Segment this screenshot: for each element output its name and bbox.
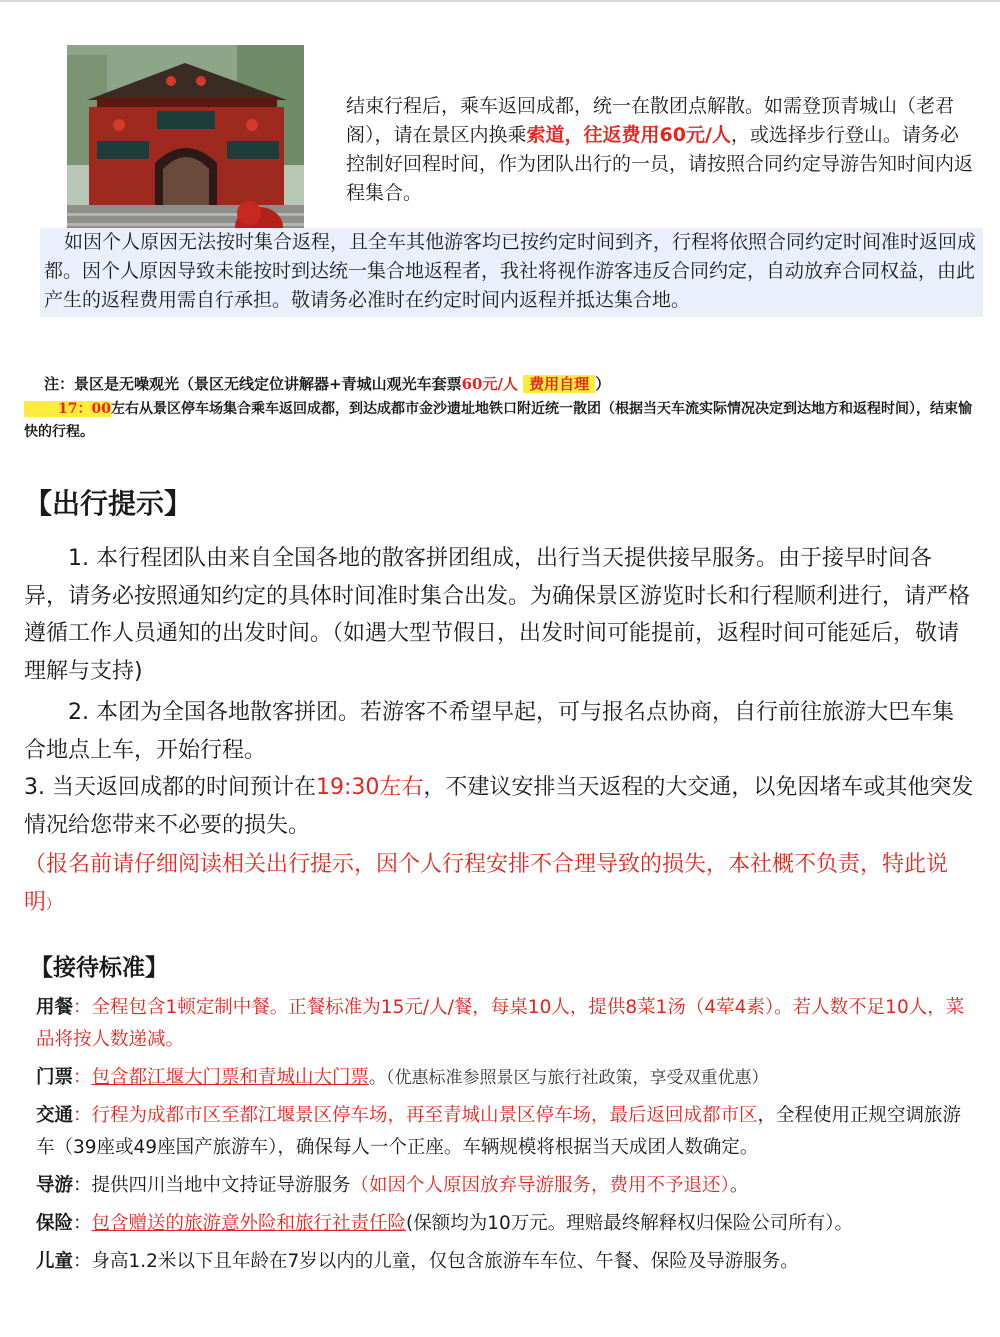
return-note-paragraph (346, 92, 976, 208)
schedule-line (24, 398, 979, 444)
return-time: 19:30左右 (315, 775, 424, 800)
standard-children (36, 1246, 976, 1278)
guide-refund-note: （如因个人原因放弃导游服务，费用不予退还） (350, 1175, 730, 1196)
temple-photo-illustration (67, 45, 304, 253)
colon: ： (73, 997, 92, 1018)
ticket-note: 。（优惠标准参照景区与旅行社政策，享受双重优惠） (369, 1068, 769, 1088)
colon: ： (73, 1251, 92, 1272)
note-price: 60元/人 (461, 375, 518, 393)
cableway-fee: 索道，往返费用60元/人 (526, 124, 731, 146)
standard-insurance (36, 1208, 976, 1240)
tip-item-1: 1. 本行程团队由来自全国各地的散客拼团组成，出行当天提供接早服务。由于接早时间各异，请务必按照通知约定的具体时间准时集合出发。为确保景区游览时长和行程顺利进行，请严格遵循工作人员通知的出发时间。（如遇大型节假日，出发时间可能提前，返程时间可能延后，敬请理解与支持) (24, 546, 971, 684)
reception-standards-list (36, 992, 976, 1284)
disclaimer-end: ） (46, 896, 61, 913)
colon: ： (73, 1175, 92, 1196)
self-pay-badge: 费用自理 (523, 375, 595, 393)
travel-tips-list (24, 540, 974, 924)
traffic-note: ，全程使用正规空调旅游车（39座或49座国产旅游车），确保每人一个正座。车辆规模将根据当天成团人数确定。 (36, 1105, 962, 1158)
temple-photo (67, 45, 304, 253)
standard-ticket (36, 1062, 976, 1094)
tip-item-3-text-2: ，不建议安排当天返程的大交通，以免因堵车或其他突发情况给您带来不必要的损失。 (24, 775, 974, 838)
children-value: 身高1.2米以下且年龄在7岁以内的儿童，仅包含旅游车车位、午餐、保险及导游服务。 (91, 1251, 799, 1272)
return-note-text: 结束行程后，乘车返回成都，统一在散团点解散。如需登顶青城山（老君阁），请在景区内换乘 (346, 95, 955, 146)
disclaimer-text: （报名前请仔细阅读相关出行提示，因个人行程安排不合理导致的损失，本社概不负责，特此说明 (24, 852, 949, 915)
insurance-note: (保额均为10万元。理赔最终解释权归保险公司所有）。 (406, 1213, 854, 1234)
audio-guide-note (44, 373, 974, 395)
tip-item-3 (24, 769, 974, 844)
colon: ： (73, 1067, 92, 1088)
reception-standards-heading: 【接待标准】 (30, 955, 168, 981)
note-close: ） (595, 375, 611, 393)
traffic-key: 交通 (36, 1105, 74, 1126)
meal-key: 用餐 (36, 997, 74, 1018)
guide-key: 导游 (36, 1175, 74, 1196)
disclaimer (24, 846, 974, 924)
guide-value: 提供四川当地中文持证导游服务 (91, 1175, 351, 1196)
meal-value: 全程包含1顿定制中餐。正餐标准为15元/人/餐，每桌10人，提供8菜1汤（4荤4素）。若人数不足10人，菜品将按人数递减。 (36, 997, 965, 1050)
insurance-value: 包含赠送的旅游意外险和旅行社责任险 (91, 1213, 407, 1234)
late-return-text: 如因个人原因无法按时集合返程，且全车其他游客均已按约定时间到齐，行程将依照合同约定时间准时返回成都。因个人原因导致未能按时到达统一集合地返程者，我社将视作游客违反合同约定，自动放弃合同权益，由此产生的返程费用需自行承担。敬请务必准时在约定时间内返程并抵达集合地。 (44, 231, 977, 311)
guide-end: 。 (729, 1175, 749, 1196)
schedule-time: 17：00 (24, 401, 111, 417)
ticket-value: 包含都江堰大门票和青城山大门票 (91, 1067, 370, 1088)
schedule-text: 左右从景区停车场集合乘车返回成都，到达成都市金沙遗址地铁口附近统一散团（根据当天车流实际情况决定到达地方和返程时间），结束愉快的行程。 (24, 401, 972, 440)
children-key: 儿童 (36, 1251, 74, 1272)
standard-guide (36, 1170, 976, 1202)
tip-item-2: 2. 本团为全国各地散客拼团。若游客不希望早起，可与报名点协商，自行前往旅游大巴车集合地点上车，开始行程。 (24, 700, 954, 763)
travel-tips-heading: 【出行提示】 (24, 487, 193, 520)
return-note-text-2: ，或选择步行登山。请务必控制好回程时间，作为团队出行的一员，请按照合同约定导游告知时间内返程集合。 (346, 124, 974, 204)
note-text: 注：景区是无噪观光（景区无线定位讲解器+青城山观光车套票 (44, 375, 462, 393)
ticket-key: 门票 (36, 1067, 74, 1088)
tip-item-3-text: 3. 当天返回成都的时间预计在 (24, 775, 316, 800)
traffic-value: 行程为成都市区至都江堰景区停车场，再至青城山景区停车场，最后返回成都市区 (91, 1105, 758, 1126)
colon: ： (73, 1105, 92, 1126)
colon: ： (73, 1213, 92, 1234)
standard-meal (36, 992, 976, 1056)
insurance-key: 保险 (36, 1213, 74, 1234)
top-divider (0, 0, 1000, 2)
standard-traffic (36, 1100, 976, 1164)
late-return-paragraph (40, 228, 983, 317)
